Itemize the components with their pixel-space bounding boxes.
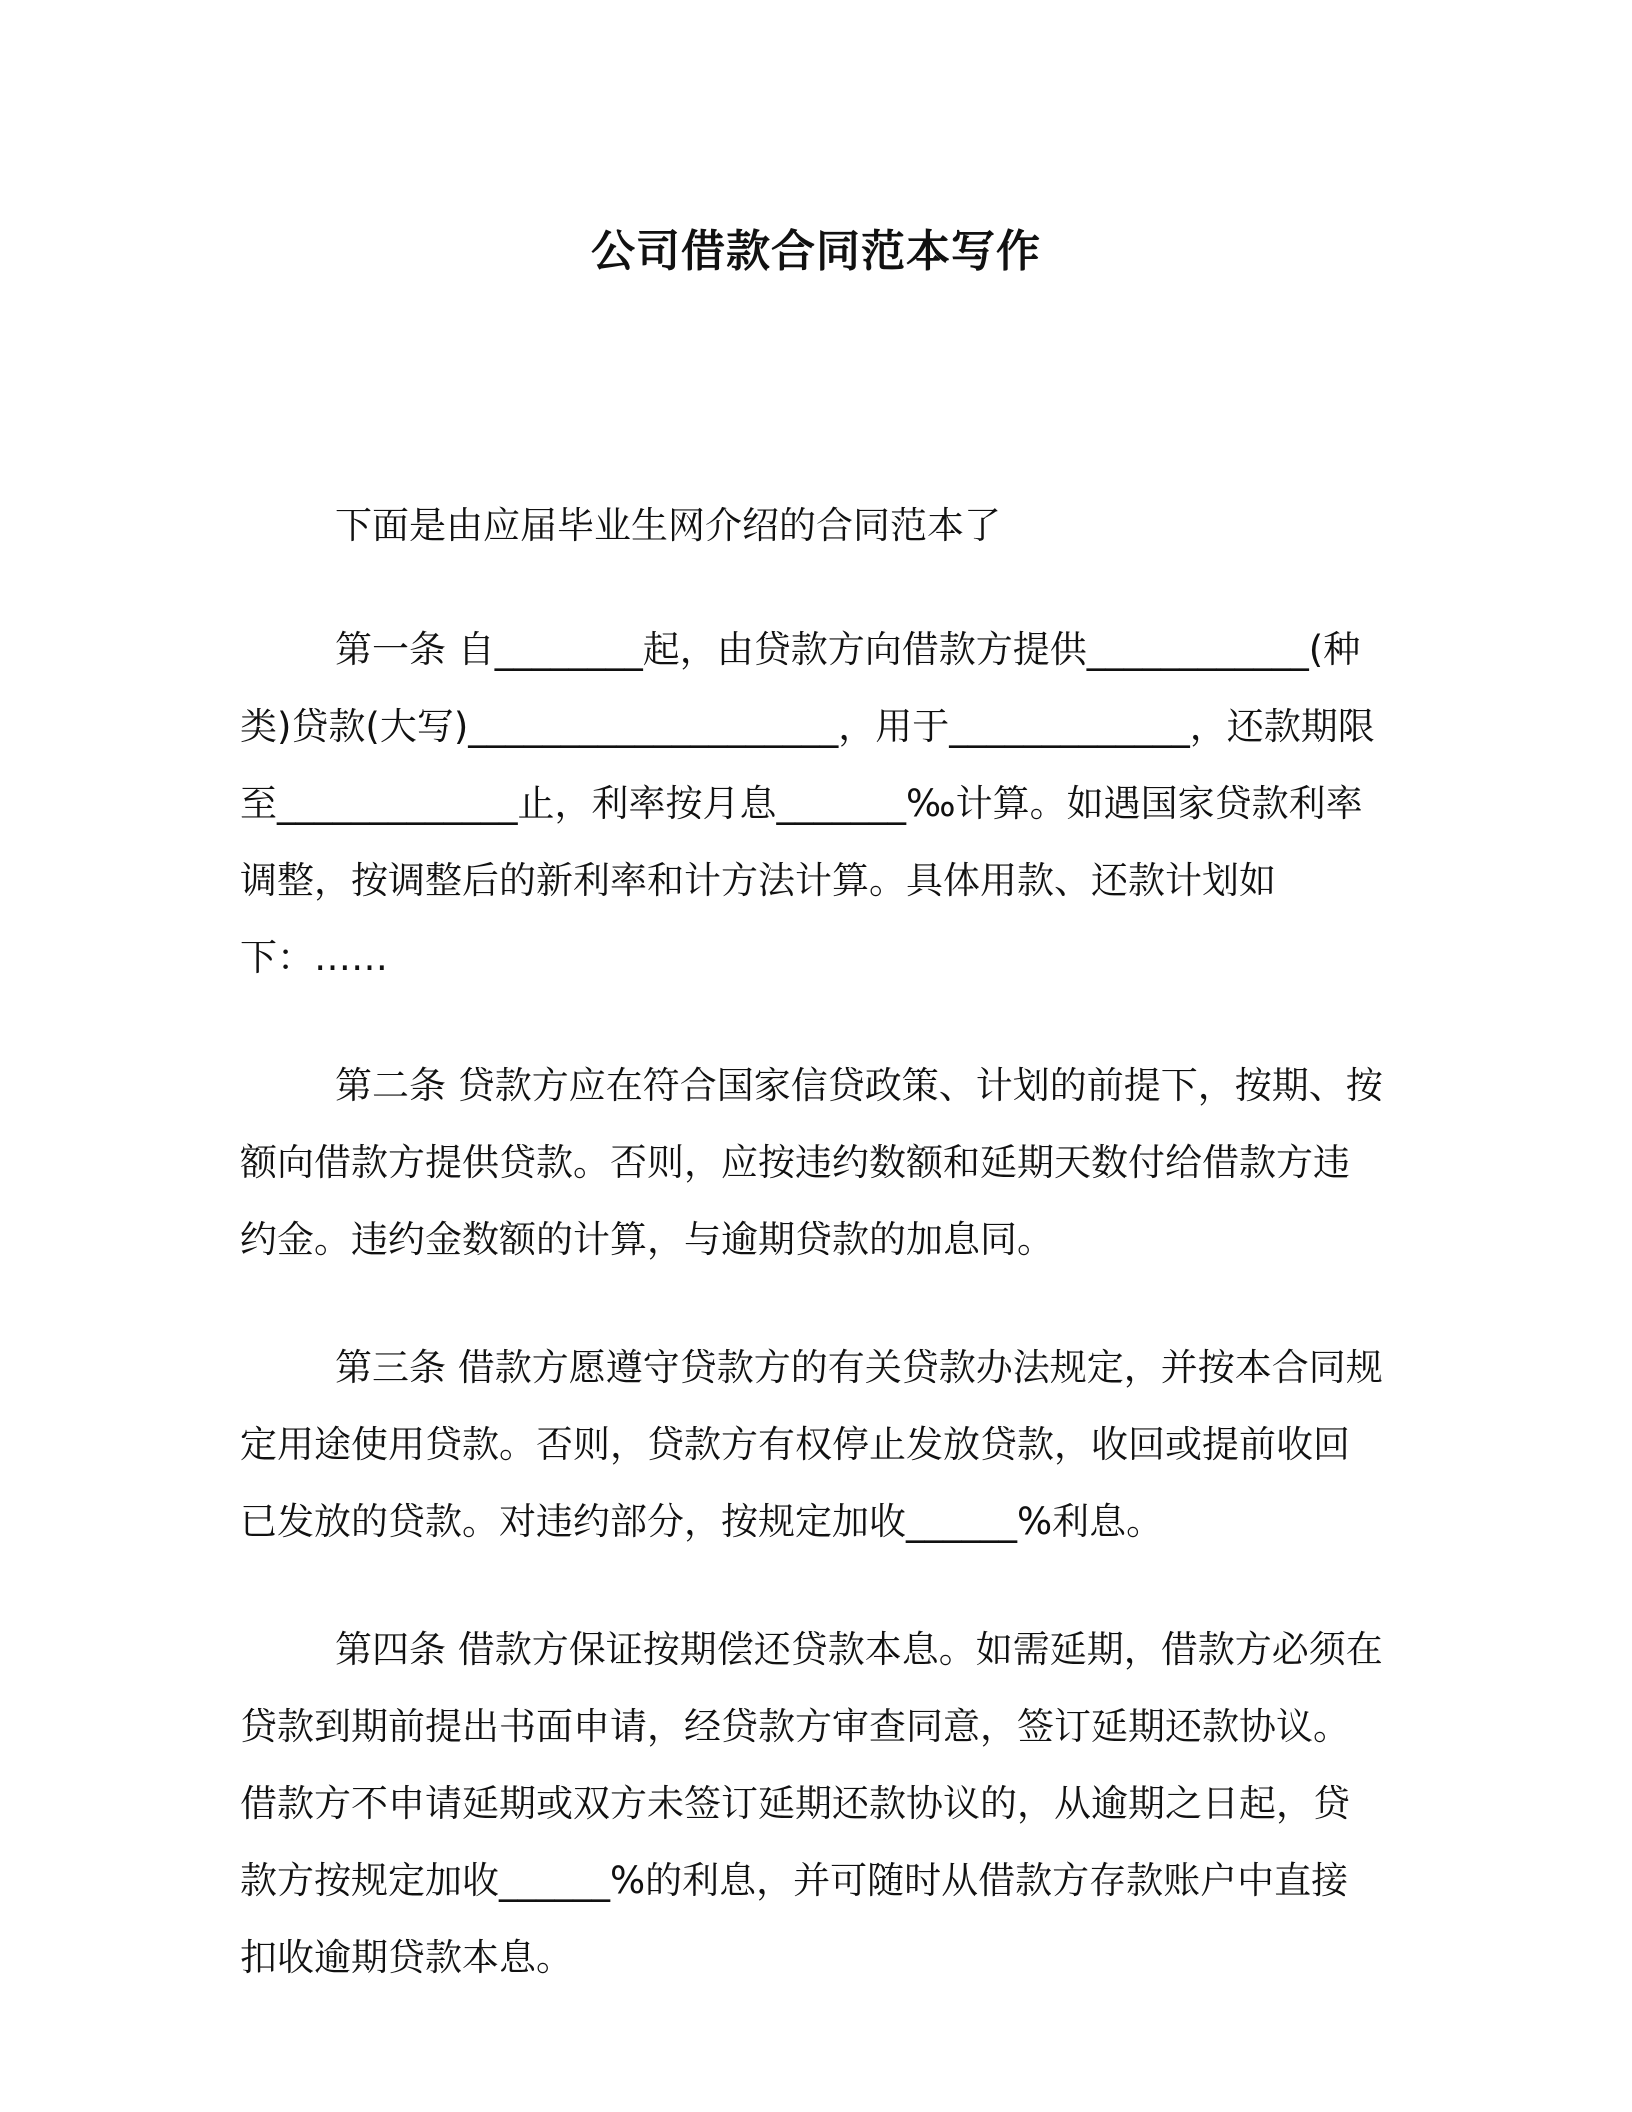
article-2-paragraph: 第二条 贷款方应在符合国家信贷政策、计划的前提下，按期、按额向借款方提供贷款。否则，应按违约数额和延期天数付给借款方违约金。违约金数额的计算，与逾期贷款的加息同。: [240, 1064, 1383, 1261]
document-title: 公司借款合同范本写作: [591, 226, 1041, 277]
article-3-paragraph: 第三条 借款方愿遵守贷款方的有关贷款办法规定，并按本合同规定用途使用贷款。否则，贷款方有权停止发放贷款，收回或提前收回已发放的贷款。对违约部分，按规定加收______%利息。: [240, 1346, 1383, 1543]
article-1-paragraph: 第一条 自________起，由贷款方向借款方提供____________(种类)贷款(大写)____________________，用于_____________，还款期限至_____________止，利率按月息_______‰计算。如遇国家贷款利率调整，按调整后的新利率和计方法计算。具体用款、还款计划如下：……: [240, 628, 1375, 979]
intro-paragraph: 下面是由应届毕业生网介绍的合同范本了: [335, 504, 1001, 547]
article-4-paragraph: 第四条 借款方保证按期偿还贷款本息。如需延期，借款方必须在贷款到期前提出书面申请，经贷款方审查同意，签订延期还款协议。借款方不申请延期或双方未签订延期还款协议的，从逾期之日起，贷款方按规定加收______%的利息，并可随时从借款方存款账户中直接扣收逾期贷款本息。: [240, 1628, 1383, 1979]
document-body: [240, 487, 1385, 2047]
